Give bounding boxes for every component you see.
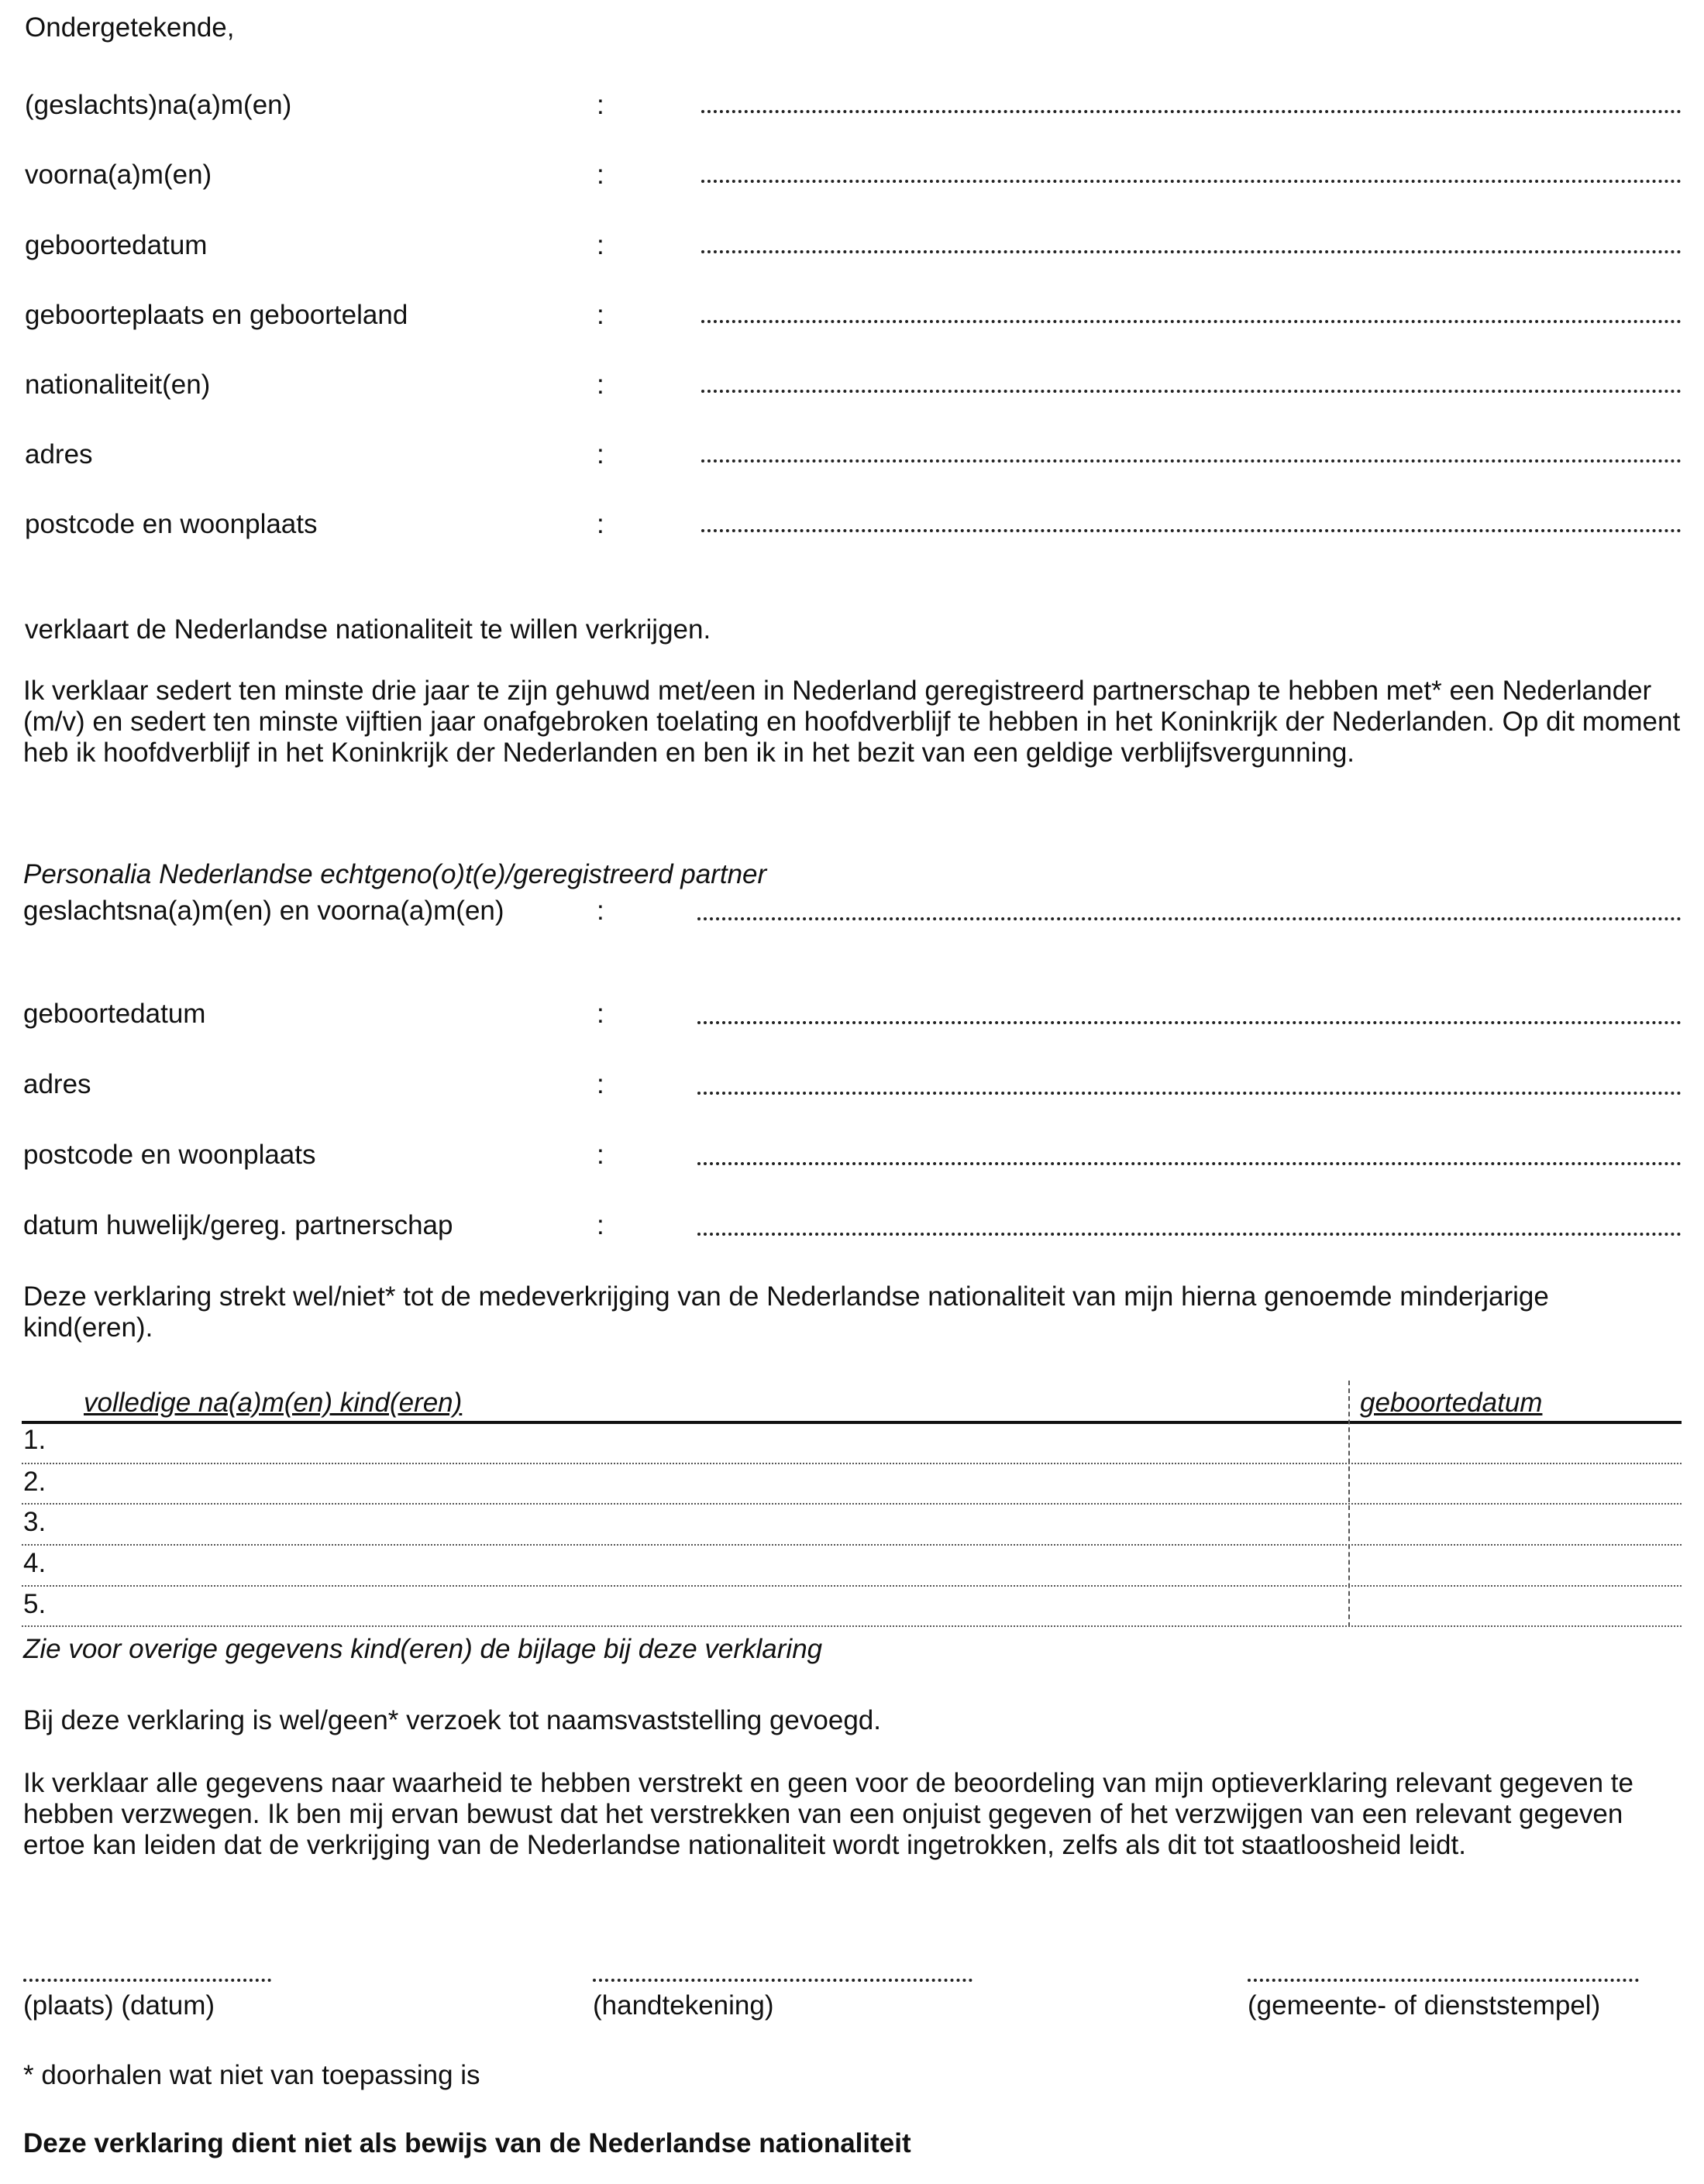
stamp-input-line[interactable] <box>1248 1979 1639 1982</box>
partner-names-input-line[interactable] <box>697 917 1682 920</box>
declaration-text: verklaart de Nederlandse nationaliteit te willen verkrijgen. <box>25 614 711 645</box>
birth-place-input-line[interactable] <box>701 320 1682 323</box>
table-row-number: 2. <box>23 1467 46 1497</box>
table-header-rule <box>22 1421 1682 1424</box>
disclaimer: Deze verklaring dient niet als bewijs van de Nederlandse nationaliteit <box>23 2128 911 2158</box>
field-label-postcode: postcode en woonplaats <box>25 509 318 539</box>
table-row-line[interactable] <box>22 1503 1682 1505</box>
field-colon: : <box>597 90 604 120</box>
footnote: * doorhalen wat niet van toepassing is <box>23 2060 480 2090</box>
place-date-caption: (plaats) (datum) <box>23 1990 215 2021</box>
field-label-birth-place: geboorteplaats en geboorteland <box>25 300 408 330</box>
table-header-name: volledige na(a)m(en) kind(eren) <box>84 1388 463 1418</box>
place-date-input-line[interactable] <box>23 1979 271 1982</box>
field-colon: : <box>597 1210 604 1240</box>
field-colon: : <box>597 509 604 539</box>
partner-birth-date-input-line[interactable] <box>697 1021 1682 1024</box>
signature-input-line[interactable] <box>593 1979 972 1982</box>
field-label-nationality: nationaliteit(en) <box>25 370 211 400</box>
field-colon: : <box>597 896 604 926</box>
field-label-partner-postcode: postcode en woonplaats <box>23 1140 316 1170</box>
stamp-caption: (gemeente- of dienststempel) <box>1248 1990 1601 2021</box>
annex-note: Zie voor overige gegevens kind(eren) de bijlage bij deze verklaring <box>23 1634 823 1664</box>
field-colon: : <box>597 1140 604 1170</box>
field-label-partner-address: adres <box>23 1069 91 1099</box>
table-header-birth-date: geboortedatum <box>1360 1388 1543 1418</box>
signature-caption: (handtekening) <box>593 1990 774 2021</box>
marriage-date-input-line[interactable] <box>697 1233 1682 1236</box>
field-label-given-names: voorna(a)m(en) <box>25 160 212 190</box>
field-label-address: adres <box>25 439 93 469</box>
name-request-statement: Bij deze verklaring is wel/geen* verzoek tot naamsvaststelling gevoegd. <box>23 1705 881 1735</box>
address-input-line[interactable] <box>701 459 1682 463</box>
truth-statement: Ik verklaar alle gegevens naar waarheid te hebben verstrekt en geen voor de beoordeling van mijn optieverklaring relevant gegeven te hebben verzwegen. Ik ben mij ervan bewust dat het verstrekken van een onjuist gegeven of het verzwijgen van een relevant gegeven ertoe kan leiden dat de verkrijging van de Nederlandse nationaliteit wordt ingetrokken, zelfs als dit tot staatloosheid leidt. <box>23 1768 1633 1860</box>
form-intro: Ondergetekende, <box>25 12 235 43</box>
field-colon: : <box>597 160 604 190</box>
surname-input-line[interactable] <box>701 110 1682 113</box>
field-label-partner-names: geslachtsna(a)m(en) en voorna(a)m(en) <box>23 896 504 926</box>
table-row-line[interactable] <box>22 1585 1682 1587</box>
field-colon: : <box>597 230 604 260</box>
given-names-input-line[interactable] <box>701 180 1682 183</box>
field-label-partner-birth-date: geboortedatum <box>23 999 206 1029</box>
nationality-input-line[interactable] <box>701 390 1682 393</box>
partner-postcode-input-line[interactable] <box>697 1162 1682 1165</box>
field-label-marriage-date: datum huwelijk/gereg. partnerschap <box>23 1210 453 1240</box>
birth-date-input-line[interactable] <box>701 250 1682 253</box>
table-row-line[interactable] <box>22 1625 1682 1627</box>
field-label-birth-date: geboortedatum <box>25 230 208 260</box>
table-row-number: 3. <box>23 1507 46 1537</box>
table-row-number: 5. <box>23 1589 46 1619</box>
field-colon: : <box>597 1069 604 1099</box>
table-row-number: 1. <box>23 1425 46 1455</box>
table-row-line[interactable] <box>22 1544 1682 1546</box>
field-colon: : <box>597 439 604 469</box>
residence-statement: Ik verklaar sedert ten minste drie jaar te zijn gehuwd met/een in Nederland geregistreerd partnerschap te hebben met* een Nederlander (m/v) en sedert ten minste vijftien jaar onafgebroken toelating en hoofdverblijf te hebben in het Koninkrijk der Nederlanden. Op dit moment heb ik hoofdverblijf in het Koninkrijk der Nederlanden en ben ik in het bezit van een geldige verblijfsvergunning. <box>23 676 1681 768</box>
field-colon: : <box>597 370 604 400</box>
table-row-number: 4. <box>23 1548 46 1578</box>
postcode-input-line[interactable] <box>701 529 1682 532</box>
field-colon: : <box>597 999 604 1029</box>
partner-address-input-line[interactable] <box>697 1092 1682 1095</box>
children-statement: Deze verklaring strekt wel/niet* tot de medeverkrijging van de Nederlandse nationaliteit van mijn hierna genoemde minderjarige kind(eren). <box>23 1281 1549 1343</box>
partner-heading: Personalia Nederlandse echtgeno(o)t(e)/geregistreerd partner <box>23 859 767 889</box>
field-colon: : <box>597 300 604 330</box>
table-row-line[interactable] <box>22 1463 1682 1464</box>
field-label-surname: (geslachts)na(a)m(en) <box>25 90 292 120</box>
